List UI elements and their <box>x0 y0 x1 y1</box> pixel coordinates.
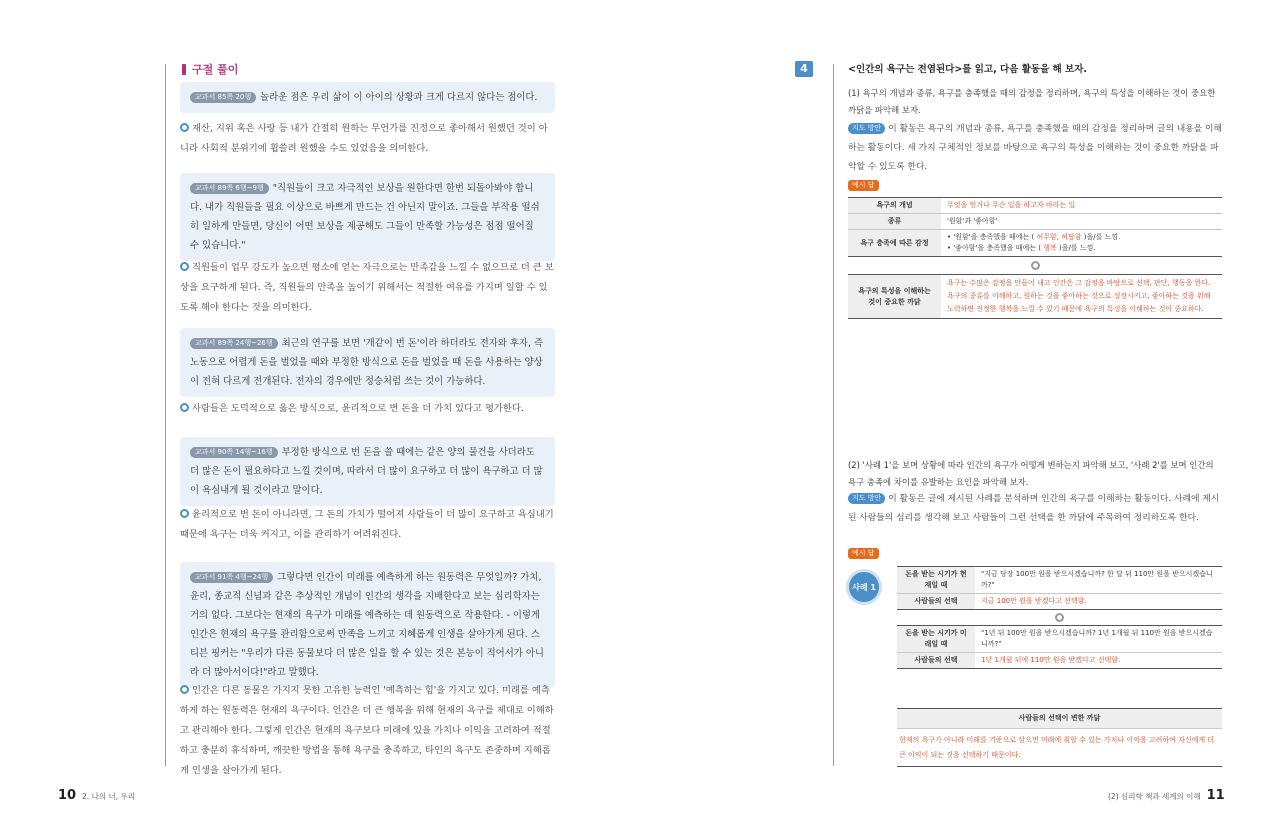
bullet-circle-icon <box>180 262 189 271</box>
textbook-ref-tag: 교과서 90쪽 14행~16행 <box>190 447 278 458</box>
chapter-title: 2. 나의 너, 우리 <box>82 792 136 801</box>
heading-bar <box>182 64 186 75</box>
table-row <box>897 594 1222 610</box>
quote-text: 그렇다면 인간이 미래를 예측하게 하는 원동력은 무엇일까? 가치, 윤리, 종교적 신념과 같은 추상적인 개념이 인간의 생각을 지배한다고 보는 심리학자는 거의 없다. 그보다는 현재의 욕구가 미래를 예측하는 데 원동력으로 작용한다. - 이렇게 인간은 현재의 욕구를 관리함으로써 만족을 느끼고 지혜롭게 인생을 살아가게 된다. 스티븐 핑커는 "우리가 다른 동물보다 더 많은 일을 할 수 있는 것은 본능이 적어서가 아니라 더 많아서이다!"라고 말했다. <box>190 572 544 678</box>
bullet-circle-icon <box>180 123 189 132</box>
question-number-badge: 4 <box>795 61 813 77</box>
question-title: <인간의 욕구는 전염된다>를 읽고, 다음 활동을 해 보자. <box>848 64 1088 75</box>
reason-header: 사람들의 선택이 변한 까닭 <box>897 708 1222 729</box>
textbook-ref-tag: 교과서 85쪽 20행 <box>190 92 256 103</box>
case-badge: 사례 1 <box>846 569 882 605</box>
textbook-ref-tag: 교과서 89쪽 24행~26행 <box>190 338 278 349</box>
row-value: '원함'과 '좋아함' <box>941 214 1222 230</box>
right-footer <box>1108 788 1225 803</box>
row-header: 종류 <box>848 214 941 230</box>
table-row <box>848 198 1222 214</box>
quote-box <box>180 173 555 261</box>
part2-question: (2) '사례 1'을 보며 상황에 따라 인간의 욕구가 어떻게 변하는지 파악해 보고, '사례 2'를 보며 인간의 욕구 충족에 차이를 유발하는 요인을 파악해 보자. <box>848 460 1214 487</box>
bullet-circle-icon <box>180 685 189 694</box>
example-answer-tag: 예시 답 <box>848 548 879 559</box>
explanation-note <box>180 399 556 419</box>
bullet-circle-icon <box>180 509 189 518</box>
table-row <box>848 230 1222 257</box>
chapter-title: (2) 심리학 책과 세계의 이해 <box>1108 792 1201 801</box>
note-text: 윤리적으로 번 돈이 아니라면, 그 돈의 가치가 떨어져 사람들이 더 많이 요구하고 욕심내기 때문에 욕구는 더욱 커지고, 이를 관리하기 어려워진다. <box>180 509 554 540</box>
arrow-circle-icon <box>1031 261 1040 270</box>
left-footer <box>58 788 135 803</box>
page-number: 10 <box>58 788 77 803</box>
row-header: 사람들의 선택 <box>897 653 975 669</box>
row-value: 지금 100만 원을 받겠다고 선택함. <box>975 594 1222 610</box>
quote-box <box>180 328 555 397</box>
guide-text: 이 활동은 욕구의 개념과 종류, 욕구를 충족했을 때의 감정을 정리하며 글의 내용을 이해하는 활동이다. 세 가지 구체적인 정보를 바탕으로 욕구의 특성을 이해하는 것이 중요한 까닭을 파악할 수 있도록 한다. <box>848 124 1223 172</box>
quote-box <box>180 82 555 113</box>
note-text: 직원들이 업무 강도가 높으면 평소에 얻는 자극으로는 만족감을 느낄 수 없으므로 더 큰 보상을 요구하게 된다. 즉, 직원들의 만족을 높이기 위해서는 적절한 여유를 가지며 일할 수 있도록 해야 한다는 것을 의미한다. <box>180 262 554 313</box>
divider-row <box>848 257 1222 275</box>
table-row <box>848 214 1222 230</box>
bullet-circle-icon <box>180 403 189 412</box>
arrow-circle-icon <box>1055 613 1064 622</box>
guide-tag: 지도 방안 <box>848 493 885 504</box>
table-row <box>848 275 1222 319</box>
quote-box <box>180 437 555 506</box>
quote-text: "직원들이 크고 자극적인 보상을 원한다면 한번 되돌아봐야 합니다. 내가 직원들을 필요 이상으로 바쁘게 만드는 건 아닌지 말이죠. 그들을 부작용 떨쉬히 일하게 만들면, 당신이 어떤 보상을 제공해도 그들이 만족할 가능성은 점점 떨어질 수 있습니다." <box>190 183 540 251</box>
explanation-note <box>180 119 556 159</box>
textbook-ref-tag: 교과서 91쪽 4행~24행 <box>190 572 273 583</box>
note-text: 사람들은 도덕적으로 옳은 방식으로, 윤리적으로 번 돈을 더 가치 있다고 평가한다. <box>192 403 524 414</box>
row-value: "1년 뒤 100만 원을 받으시겠습니까? 1년 1개월 뒤 110만 원을 받으시겠습니까?" <box>975 626 1222 653</box>
case-table <box>897 566 1222 669</box>
answer-table-1 <box>848 197 1222 319</box>
note-text: 재산, 지위 혹은 사랑 등 내가 간절히 원하는 무언가를 진정으로 좋아해서 원했던 것이 아니라 사회적 분위기에 휩쓸려 원했을 수도 있었음을 의미한다. <box>180 123 548 154</box>
row-header: 욕구 충족에 따른 감정 <box>848 230 941 257</box>
section-heading <box>182 61 238 77</box>
textbook-ref-tag: 교과서 89쪽 6행~9행 <box>190 183 269 194</box>
row-header: 돈을 받는 시기가 미래일 때 <box>897 626 975 653</box>
section-heading-text: 구절 풀이 <box>192 63 239 76</box>
part1-question: (1) 욕구의 개념과 종류, 욕구를 충족했을 때의 감정을 정리하며, 욕구의 특성을 이해하는 것이 중요한 까닭을 파악해 보자. <box>848 88 1216 115</box>
row-header: 욕구의 특성을 이해하는 것이 중요한 까닭 <box>848 275 941 319</box>
guide-text: 이 활동은 글에 제시된 사례를 분석하며 인간의 욕구를 이해하는 활동이다. 사례에 제시된 사람들의 심리를 생각해 보고 사람들이 그런 선택을 한 까닭에 주목하여 정리하도록 한다. <box>848 494 1220 523</box>
row-value: 무엇을 얻거나 무슨 일을 하고자 바라는 일 <box>941 198 1222 214</box>
reason-body: 현재의 욕구가 아니라 미래를 기준으로 삼으면 미래에 취할 수 있는 가치나 이익을 고려하여 자신에게 더 큰 이익이 되는 것을 선택하기 때문이다. <box>897 730 1222 767</box>
quote-text: 부정한 방식으로 번 돈을 쓸 때에는 같은 양의 물건을 사더라도 더 많은 돈이 필요하다고 느낄 것이며, 따라서 더 많이 요구하고 더 많이 욕구하고 더 많이 욕심내게 될 것이라고 말이다. <box>190 447 543 496</box>
left-column-rule <box>165 64 166 766</box>
explanation-note <box>180 258 556 318</box>
row-value: "지금 당장 100만 원을 받으시겠습니까? 한 달 뒤 110만 원을 받으시겠습니까?" <box>975 567 1222 594</box>
row-header: 욕구의 개념 <box>848 198 941 214</box>
quote-box <box>180 562 555 688</box>
explanation-note <box>180 681 556 781</box>
example-answer-tag: 예시 답 <box>848 180 879 191</box>
table-row <box>897 567 1222 594</box>
row-value: 1년 1개월 뒤에 110만 원을 받겠다고 선택함. <box>975 653 1222 669</box>
row-header: 돈을 받는 시기가 현재일 때 <box>897 567 975 594</box>
row-header: 사람들의 선택 <box>897 594 975 610</box>
note-text: 인간은 다른 동물은 가지지 못한 고유한 능력인 '예측하는 힘'을 가지고 있다. 미래를 예측하게 하는 원동력은 현재의 욕구이다. 인간은 더 큰 행복을 위해 현재의 욕구를 제대로 이해하고 관리해야 한다. 그렇게 인간은 현재의 욕구보다 미래에 있을 가치나 이익을 고려하여 적절하고 충분히 휴식하며, 깨끗한 방법을 통해 욕구를 충족하고, 타인의 욕구도 존중하며 지혜롭게 인생을 살아가게 된다. <box>180 685 554 776</box>
part2-guide <box>848 490 1223 528</box>
divider-row <box>897 610 1222 626</box>
explanation-note <box>180 505 556 545</box>
table-row <box>897 653 1222 669</box>
quote-text: 최근의 연구를 보면 '개같이 번 돈'이라 하더라도 전자와 후자, 즉 노동으로 어렵게 돈을 벌었을 때와 부정한 방식으로 돈을 벌었을 때 돈을 사용하는 양상이 전혀 다르게 전개된다. 전자의 경우에만 정승처럼 쓰는 것이 가능하다. <box>190 338 543 387</box>
row-value: 욕구는 수많은 감정을 만들어 내고 인간은 그 감정을 바탕으로 선택, 판단, 행동을 한다. 욕구의 종류를 이해하고, 원하는 것을 좋아하는 것으로 성장시키고, 좋아하는 것을 위해 노력하면 진정한 행복을 느낄 수 있기 때문에 욕구의 특성을 이해하는 것이 중요하다. <box>941 275 1222 319</box>
table-row <box>897 626 1222 653</box>
row-value: • '원함'을 충족했을 때에는 ( 허무함, 허탈함 )을/를 느낌. • '좋아함'을 충족했을 때에는 ( 행복 )을/를 느낌. <box>941 230 1222 257</box>
right-column-rule <box>833 64 834 766</box>
page-number: 11 <box>1206 788 1225 803</box>
part1-guide <box>848 120 1223 177</box>
quote-text: 놀라운 점은 우리 삶이 이 아이의 상황과 크게 다르지 않다는 점이다. <box>260 92 538 103</box>
guide-tag: 지도 방안 <box>848 123 885 134</box>
